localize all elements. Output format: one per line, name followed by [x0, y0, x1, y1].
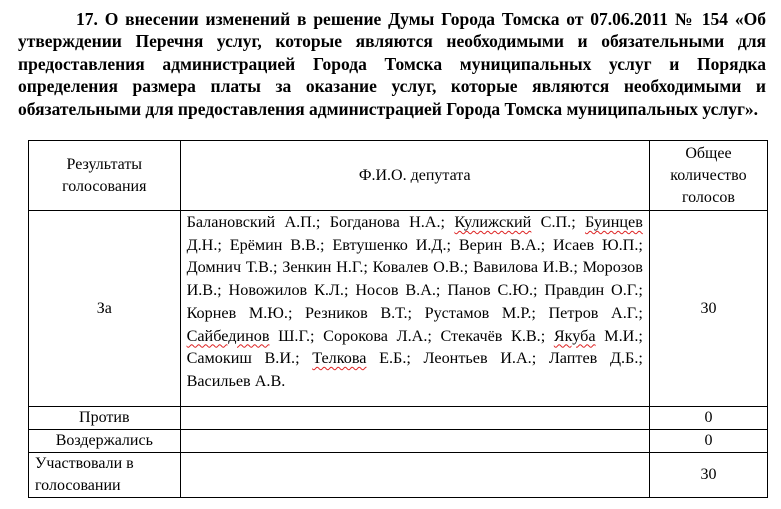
total-vozd: 0 — [649, 430, 767, 453]
names-part: Балановский А.П.; — [186, 213, 330, 231]
table-header-row — [29, 141, 768, 211]
table-row-protiv — [29, 407, 768, 430]
row-label-protiv: Против — [29, 407, 181, 430]
row-label-uchast: Участвовали в голосовании — [29, 453, 181, 498]
names-part: М.И.; Самокиш В.И.; — [186, 326, 643, 368]
row-label-vozd: Воздержались — [29, 430, 181, 453]
names-part: С.П.; — [531, 213, 586, 231]
resolution-heading — [18, 8, 766, 120]
table-row-za — [29, 211, 768, 407]
names-part-flagged: Буинцев — [585, 213, 643, 231]
voting-results-table — [28, 140, 768, 498]
header-total: Общее количество голосов — [649, 141, 767, 211]
deputies-names-vozd — [180, 430, 649, 453]
names-part: Богданова Н.А.; — [329, 213, 455, 231]
total-uchast: 30 — [649, 453, 767, 498]
total-protiv: 0 — [649, 407, 767, 430]
names-part-flagged: Телкова — [312, 349, 367, 368]
header-deputies: Ф.И.О. депутата — [180, 141, 649, 211]
names-part: Ш.Г.; Сорокова Л.А.; Стекачёв К.В.; — [269, 326, 554, 345]
table-row-uchast — [29, 453, 768, 498]
deputies-names-za — [180, 211, 649, 407]
item-number: 17. — [76, 9, 98, 29]
names-part-flagged: Якуба — [553, 326, 596, 345]
header-results: Результаты голосования — [29, 141, 181, 211]
deputies-names-uchast — [180, 453, 649, 498]
names-part-flagged: Сайбединов — [186, 326, 270, 345]
names-part: Д.Н.; Ерёмин В.В.; Евтушенко И.Д.; Верин В.А.; Исаев Ю.П.; Домнич Т.В.; Зенкин Н.Г.; Ковалев О.В.; Вавилова И.В.; Морозов И.В.; Новожилов К.Л.; Носов В.А.; Панов С.Ю.; Правдин О.Г.; Корнев М.Ю.; Резников В.Т.; Рустамов М.Р.; Петров А.Г.; — [186, 235, 643, 322]
row-label-za: За — [29, 211, 181, 407]
names-part-flagged: Кулижский — [454, 213, 532, 231]
resolution-title: О внесении изменений в решение Думы Города Томска от 07.06.2011 № 154 «Об утверждении Перечня услуг, которые являются необходимыми и обязательными для предоставления администрацией Города Томска муниципальных услуг и Порядка определения размера платы за оказание услуг, которые являются необходимыми и обязательными для предоставления администрацией Города Томска муниципальных услуг». — [18, 9, 766, 119]
table-row-vozd — [29, 430, 768, 453]
deputies-names-protiv — [180, 407, 649, 430]
total-za: 30 — [649, 211, 767, 407]
names-part: Е.Б.; Леонтьев И.А.; Лаптев Д.Б.; Васильев А.В. — [186, 349, 643, 390]
